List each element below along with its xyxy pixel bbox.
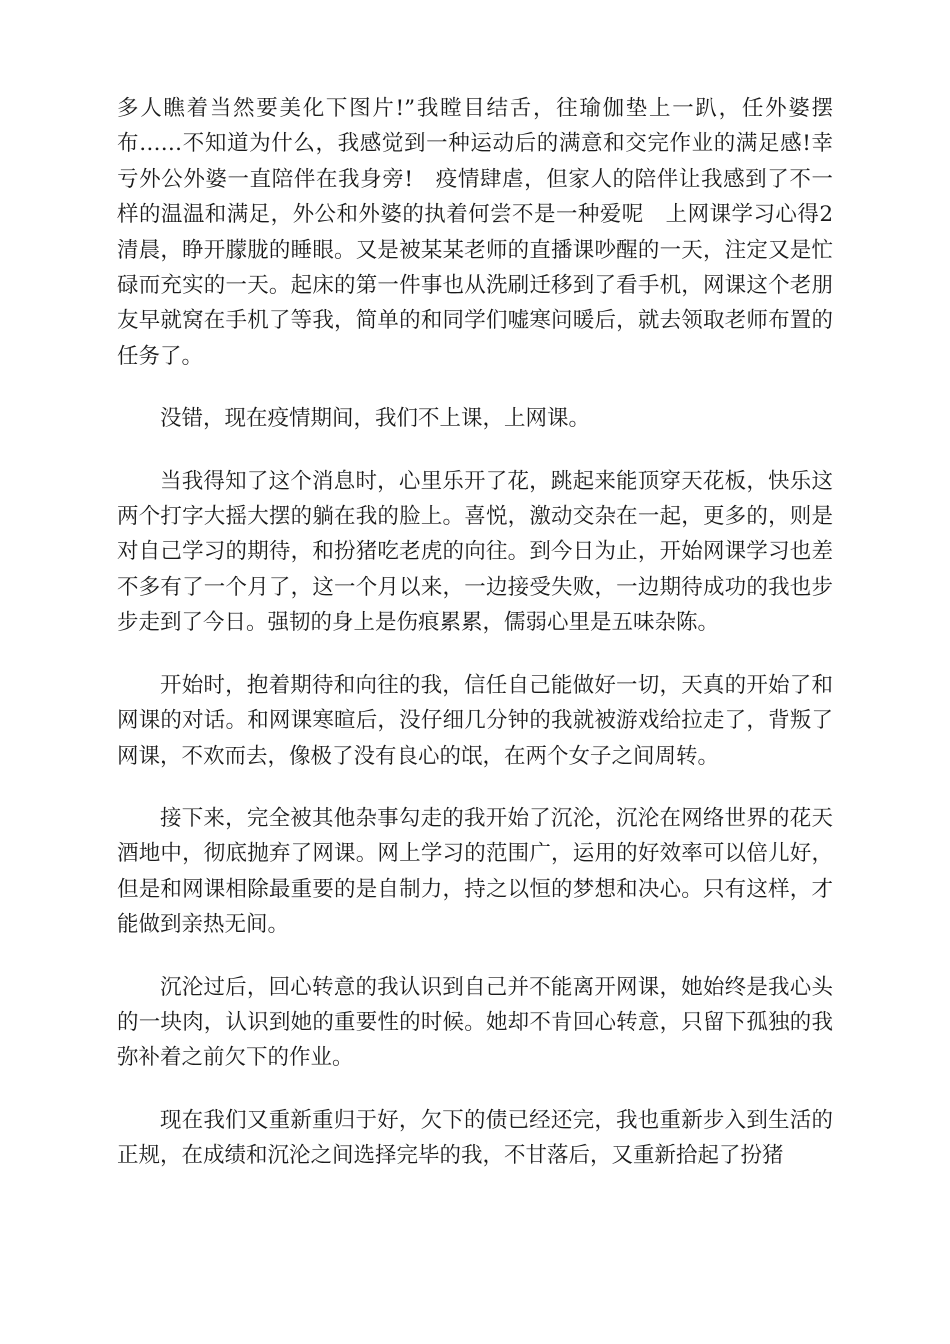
paragraph-3: 当我得知了这个消息时，心里乐开了花，跳起来能顶穿天花板，快乐这两个打字大摇大摆的躺在我的脸上。喜悦，激动交杂在一起，更多的，则是对自己学习的期待，和扮猪吃老虎的向往。到今日为止，开始网课学习也差不多有了一个月了，这一个月以来，一边接受失败，一边期待成功的我也步步走到了今日。强韧的身上是伤痕累累，儒弱心里是五味杂陈。 — [117, 468, 833, 636]
paragraph-2: 没错，现在疫情期间，我们不上课，上网课。 — [160, 406, 591, 432]
paragraph-1: 多人瞧着当然要美化下图片!”我瞠目结舌，往瑜伽垫上一趴，任外婆摆布……不知道为什么，我感觉到一种运动后的满意和交完作业的满足感!幸亏外公外婆一直陪伴在我身旁! 疫情肆虐，但家人的陪伴让我感到了不一样的温温和满足，外公和外婆的执着何尝不是一种爱呢 上网课学习心得2 清晨，睁开朦胧的睡眼。又是被某某老师的直播课吵醒的一天，注定又是忙碌而充实的一天。起床的第一件事也从洗刷迁移到了看手机，网课这个老朋友早就窝在手机了等我，简单的和同学们嘘寒问暖后，就去领取老师布置的任务了。 — [117, 96, 855, 369]
paragraph-7: 现在我们又重新重归于好，欠下的债已经还完，我也重新步入到生活的正规，在成绩和沉沦之间选择完毕的我，不甘落后，又重新拾起了扮猪 — [117, 1107, 833, 1169]
paragraph-6: 沉沦过后，回心转意的我认识到自己并不能离开网课，她始终是我心头的一块肉，认识到她的重要性的时候。她却不肯回心转意，只留下孤独的我弥补着之前欠下的作业。 — [117, 974, 833, 1071]
paragraph-5: 接下来，完全被其他杂事勾走的我开始了沉沦，沉沦在网络世界的花天酒地中，彻底抛弃了网课。网上学习的范围广，运用的好效率可以倍儿好，但是和网课相除最重要的是自制力，持之以恒的梦想和决心。只有这样，才能做到亲热无间。 — [117, 805, 833, 938]
document-body — [117, 91, 855, 1201]
paragraph-4: 开始时，抱着期待和向往的我，信任自己能做好一切，天真的开始了和网课的对话。和网课寒暄后，没仔细几分钟的我就被游戏给拉走了，背叛了网课，不欢而去，像极了没有良心的氓，在两个女子之间周转。 — [117, 672, 833, 769]
